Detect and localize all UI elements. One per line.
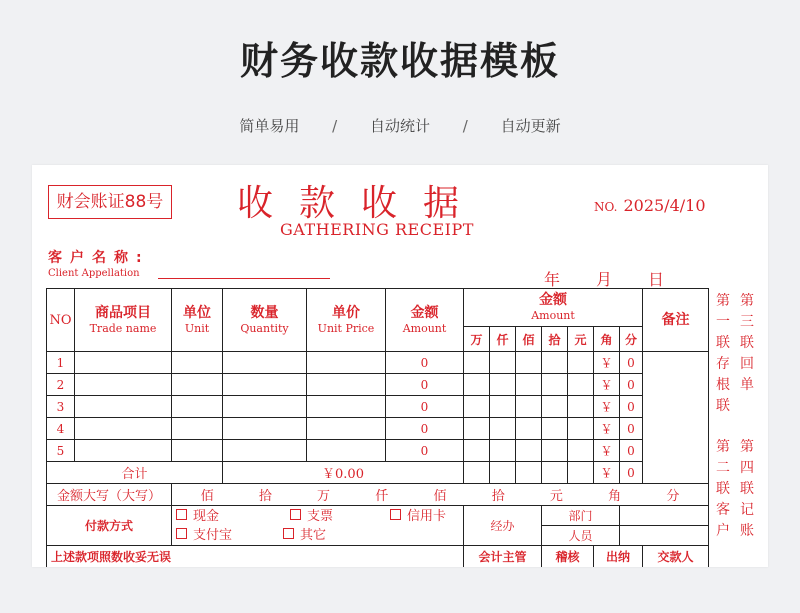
amount-cell: 0 (386, 418, 464, 440)
digit-header: 拾 (542, 327, 568, 352)
copy-label-2: 第二联客户 (716, 439, 730, 539)
unit-cell[interactable] (172, 440, 223, 462)
cashier-label: 出纳 (594, 546, 643, 568)
quantity-cell[interactable] (223, 374, 307, 396)
item-cell[interactable] (75, 352, 172, 374)
unit-char: 仟 (375, 489, 389, 504)
row-number: 4 (47, 418, 75, 440)
quantity-cell[interactable] (223, 352, 307, 374)
payer-label: 交款人 (643, 546, 709, 568)
checkbox-icon (176, 509, 187, 520)
page-title: 财务收款收据模板 (239, 39, 560, 83)
payment-option-other[interactable]: 其它 (283, 527, 326, 545)
total-row (47, 462, 709, 484)
person-label: 人员 (542, 526, 620, 546)
row-number: 5 (47, 440, 75, 462)
digit-header: 万 (464, 327, 490, 352)
amount-cell: 0 (386, 440, 464, 462)
price-cell[interactable] (307, 418, 386, 440)
receipt-sheet (32, 165, 768, 567)
person-field[interactable] (620, 526, 709, 546)
receipt-title-cn: 收款收据 (237, 183, 486, 224)
digit-header: 佰 (516, 327, 542, 352)
table-row (47, 374, 709, 396)
item-cell[interactable] (75, 418, 172, 440)
payment-options (172, 506, 464, 546)
date-row (544, 267, 664, 290)
item-cell[interactable] (75, 440, 172, 462)
amount-cell: 0 (386, 352, 464, 374)
unit-char: 元 (549, 489, 563, 504)
table-row (47, 418, 709, 440)
feature-item: 自动更新 (500, 117, 561, 135)
client-label-en: Client Appellation (48, 268, 140, 279)
fen-cell: 0 (620, 418, 643, 440)
col-header-quantity: 数量 Quantity (223, 289, 307, 352)
col-header-no: NO (47, 289, 75, 352)
payment-option-credit-card[interactable]: 信用卡 (390, 508, 446, 526)
total-label: 合计 (47, 462, 223, 484)
amount-cell: 0 (386, 396, 464, 418)
separator: / (332, 117, 338, 135)
fen-cell: 0 (620, 462, 643, 484)
date-year-label: 年 (544, 270, 561, 289)
payment-option-cash[interactable]: 现金 (176, 508, 290, 526)
fen-cell: 0 (620, 396, 643, 418)
col-header-amount: 金额 Amount (386, 289, 464, 352)
col-header-unit: 单位 Unit (172, 289, 223, 352)
feature-list (0, 115, 800, 136)
checkbox-icon (176, 528, 187, 539)
unit-cell[interactable] (172, 396, 223, 418)
yen-cell: ￥ (594, 396, 620, 418)
feature-item: 自动统计 (369, 117, 430, 135)
item-cell[interactable] (75, 396, 172, 418)
unit-cell[interactable] (172, 374, 223, 396)
row-number: 1 (47, 352, 75, 374)
copy-label-4: 第四联记账 (740, 439, 754, 539)
payment-option-check[interactable]: 支票 (290, 508, 390, 526)
price-cell[interactable] (307, 440, 386, 462)
separator: / (462, 117, 468, 135)
copy-label-1: 第一联存根联 (716, 293, 730, 414)
receipt-number-value: 2025/4/10 (623, 196, 706, 215)
receipt-title-en: GATHERING RECEIPT (280, 220, 474, 239)
price-cell[interactable] (307, 374, 386, 396)
total-amount: ￥0.00 (223, 462, 464, 484)
voucher-box: 财会账证88号 (48, 185, 172, 219)
unit-char: 拾 (258, 489, 272, 504)
yen-cell: ￥ (594, 440, 620, 462)
col-header-amount-digits: 金额 Amount (464, 289, 643, 327)
receipt-number (594, 196, 706, 215)
feature-item: 简单易用 (239, 117, 300, 135)
row-number: 2 (47, 374, 75, 396)
checkbox-icon (290, 509, 301, 520)
signature-row (47, 546, 709, 568)
yen-cell: ￥ (594, 462, 620, 484)
accountant-label: 会计主管 (464, 546, 542, 568)
table-row (47, 440, 709, 462)
checkbox-icon (390, 509, 401, 520)
client-label-cn: 客户名称: (48, 250, 150, 266)
yen-cell: ￥ (594, 352, 620, 374)
price-cell[interactable] (307, 396, 386, 418)
amount-words-row (47, 484, 709, 506)
date-day-label: 日 (648, 270, 665, 289)
payment-row (47, 506, 709, 526)
checkbox-icon (283, 528, 294, 539)
digit-header: 仟 (490, 327, 516, 352)
unit-cell[interactable] (172, 418, 223, 440)
copy-label-3: 第三联回单 (740, 293, 754, 393)
unit-char: 角 (608, 489, 622, 504)
row-number: 3 (47, 396, 75, 418)
fen-cell: 0 (620, 440, 643, 462)
handler-label: 经办 (464, 506, 542, 546)
price-cell[interactable] (307, 352, 386, 374)
fen-cell: 0 (620, 374, 643, 396)
receipt-table (46, 288, 709, 567)
payment-label: 付款方式 (47, 506, 172, 546)
quantity-cell[interactable] (223, 396, 307, 418)
amount-cell: 0 (386, 374, 464, 396)
dept-label: 部门 (542, 506, 620, 526)
digit-header: 分 (620, 327, 643, 352)
table-row (47, 396, 709, 418)
remark-cell[interactable] (643, 352, 709, 484)
digit-header: 角 (594, 327, 620, 352)
digit-header: 元 (568, 327, 594, 352)
unit-cell[interactable] (172, 352, 223, 374)
fen-cell: 0 (620, 352, 643, 374)
col-header-remark: 备注 (643, 289, 709, 352)
col-header-item: 商品项目 Trade name (75, 289, 172, 352)
unit-char: 拾 (491, 489, 505, 504)
yen-cell: ￥ (594, 418, 620, 440)
payment-option-alipay[interactable]: 支付宝 (176, 527, 283, 545)
confirm-note: 上述款项照数收妥无误 (47, 546, 464, 568)
item-cell[interactable] (75, 374, 172, 396)
col-header-unit-price: 单价 Unit Price (307, 289, 386, 352)
dept-field[interactable] (620, 506, 709, 526)
date-month-label: 月 (596, 270, 613, 289)
table-row (47, 352, 709, 374)
receipt-number-label: NO. (594, 200, 618, 214)
quantity-cell[interactable] (223, 440, 307, 462)
reviewer-label: 稽核 (542, 546, 594, 568)
amount-words-field[interactable] (172, 484, 709, 506)
unit-char: 佰 (433, 489, 447, 504)
yen-cell: ￥ (594, 374, 620, 396)
unit-char: 佰 (200, 489, 214, 504)
client-name-line[interactable] (158, 278, 330, 279)
quantity-cell[interactable] (223, 418, 307, 440)
unit-char: 分 (666, 489, 680, 504)
unit-char: 万 (317, 489, 331, 504)
amount-words-label: 金额大写（大写） (47, 484, 172, 506)
